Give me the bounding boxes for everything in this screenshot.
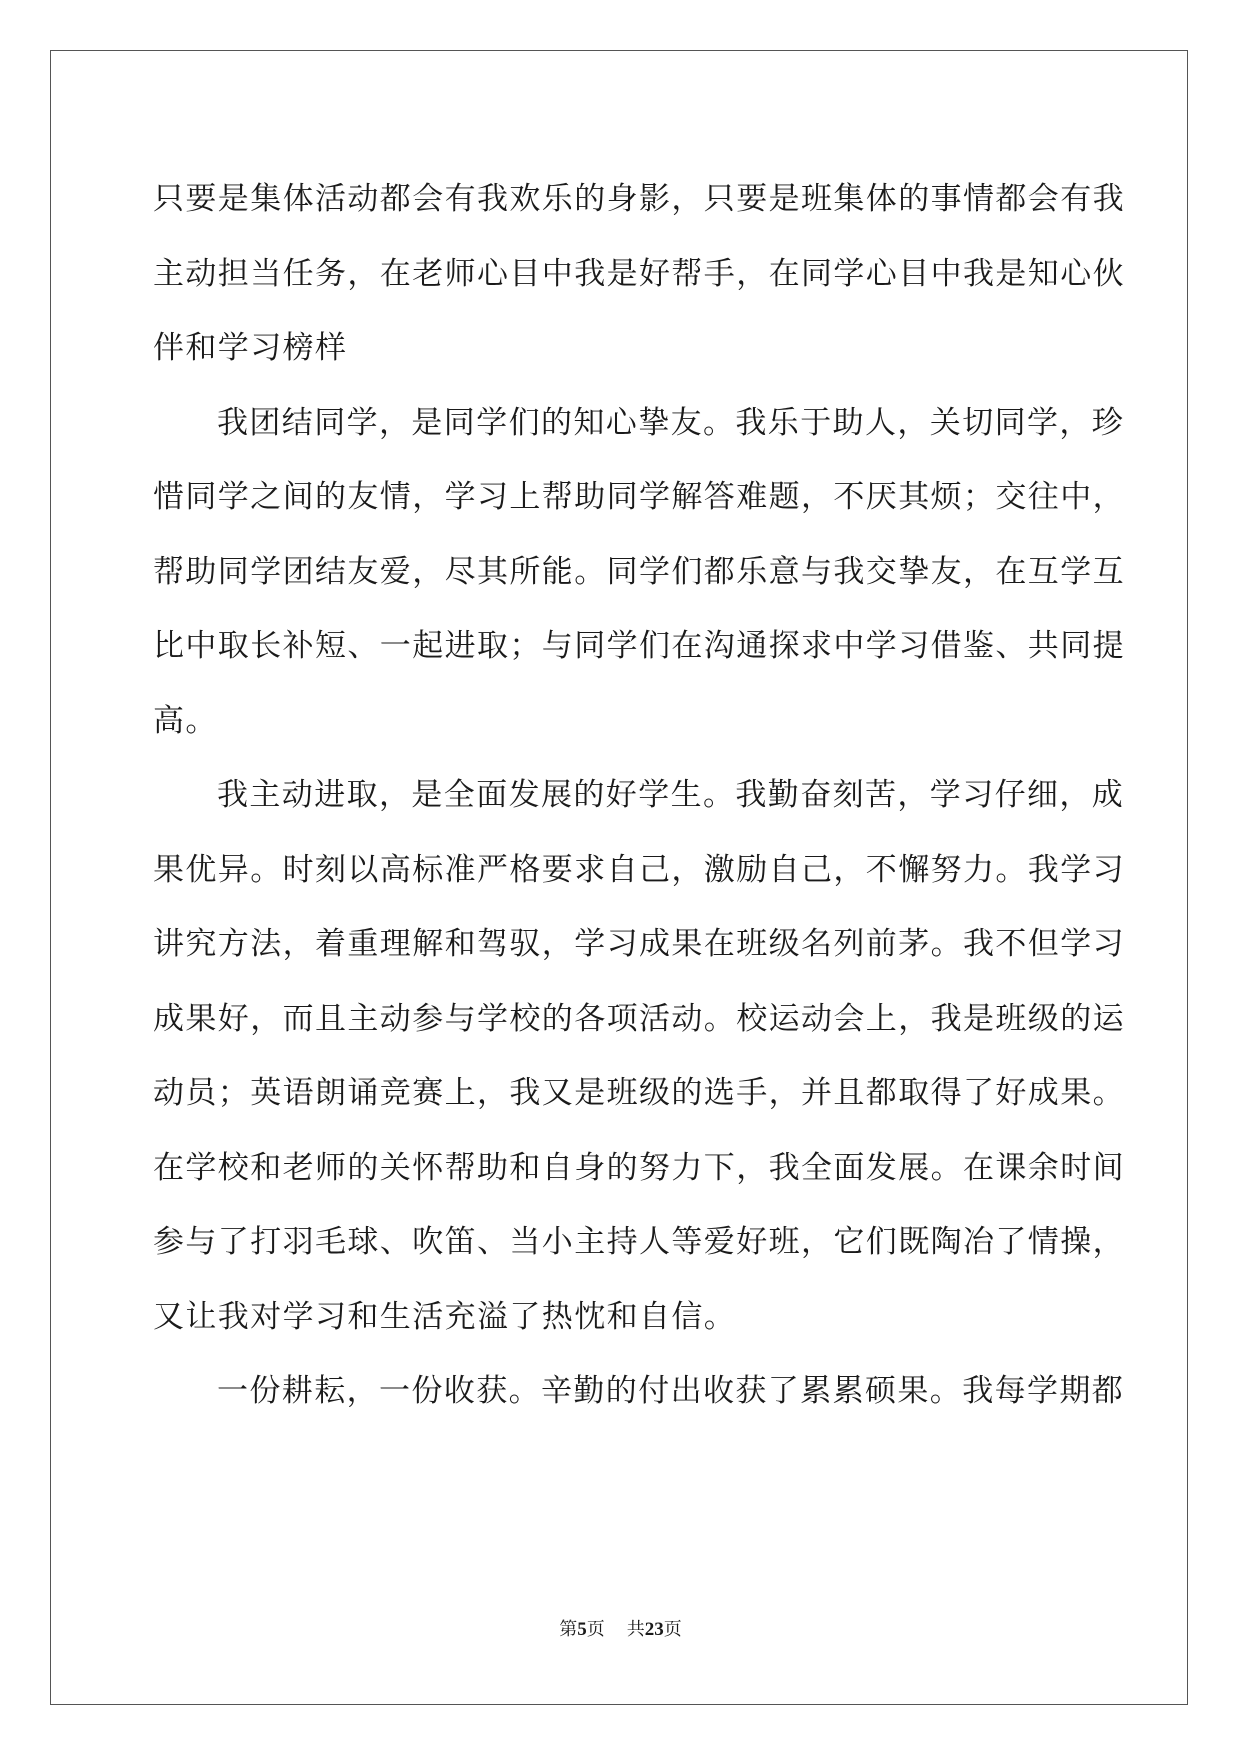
text-line-16: 又让我对学习和生活充溢了热忱和自信。	[153, 1298, 737, 1335]
total-prefix: 共	[626, 1619, 645, 1640]
document-body	[153, 162, 1125, 1429]
page-number: 5	[577, 1619, 587, 1640]
page-prefix: 第	[559, 1619, 578, 1640]
page-footer	[0, 1618, 1241, 1642]
text-line-14: 在学校和老师的关怀帮助和自身的努力下，我全面发展。在课余时间	[153, 1149, 1125, 1186]
total-suffix: 页	[663, 1619, 682, 1640]
text-line-2: 主动担当任务，在老师心目中我是好帮手，在同学心目中我是知心伙	[153, 255, 1125, 292]
text-line-11: 讲究方法，着重理解和驾驭，学习成果在班级名列前茅。我不但学习	[153, 926, 1125, 962]
text-line-10: 果优异。时刻以高标准严格要求自己，激励自己，不懈努力。我学习	[153, 851, 1125, 888]
text-line-13: 动员；英语朗诵竞赛上，我又是班级的选手，并且都取得了好成果。	[153, 1075, 1125, 1111]
text-line-12: 成果好，而且主动参与学校的各项活动。校运动会上，我是班级的运	[153, 1000, 1125, 1037]
text-line-15: 参与了打羽毛球、吹笛、当小主持人等爱好班，它们既陶冶了情操，	[153, 1224, 1125, 1260]
text-line-8: 高。	[153, 702, 218, 739]
text-line-6: 帮助同学团结友爱，尽其所能。同学们都乐意与我交挚友，在互学互	[153, 553, 1125, 590]
text-line-1: 只要是集体活动都会有我欢乐的身影，只要是班集体的事情都会有我	[153, 181, 1125, 217]
text-line-5: 惜同学之间的友情，学习上帮助同学解答难题，不厌其烦；交往中，	[153, 479, 1125, 515]
text-line-3: 伴和学习榜样	[153, 330, 348, 366]
text-line-9: 我主动进取，是全面发展的好学生。我勤奋刻苦，学习仔细，成	[217, 777, 1125, 813]
text-line-7: 比中取长补短、一起进取；与同学们在沟通探求中学习借鉴、共同提	[153, 628, 1125, 664]
text-line-4: 我团结同学，是同学们的知心挚友。我乐于助人，关切同学，珍	[217, 404, 1125, 441]
total-pages: 23	[644, 1619, 664, 1640]
page-suffix: 页	[586, 1619, 605, 1640]
text-line-17: 一份耕耘，一份收获。辛勤的付出收获了累累硕果。我每学期都	[217, 1373, 1125, 1409]
